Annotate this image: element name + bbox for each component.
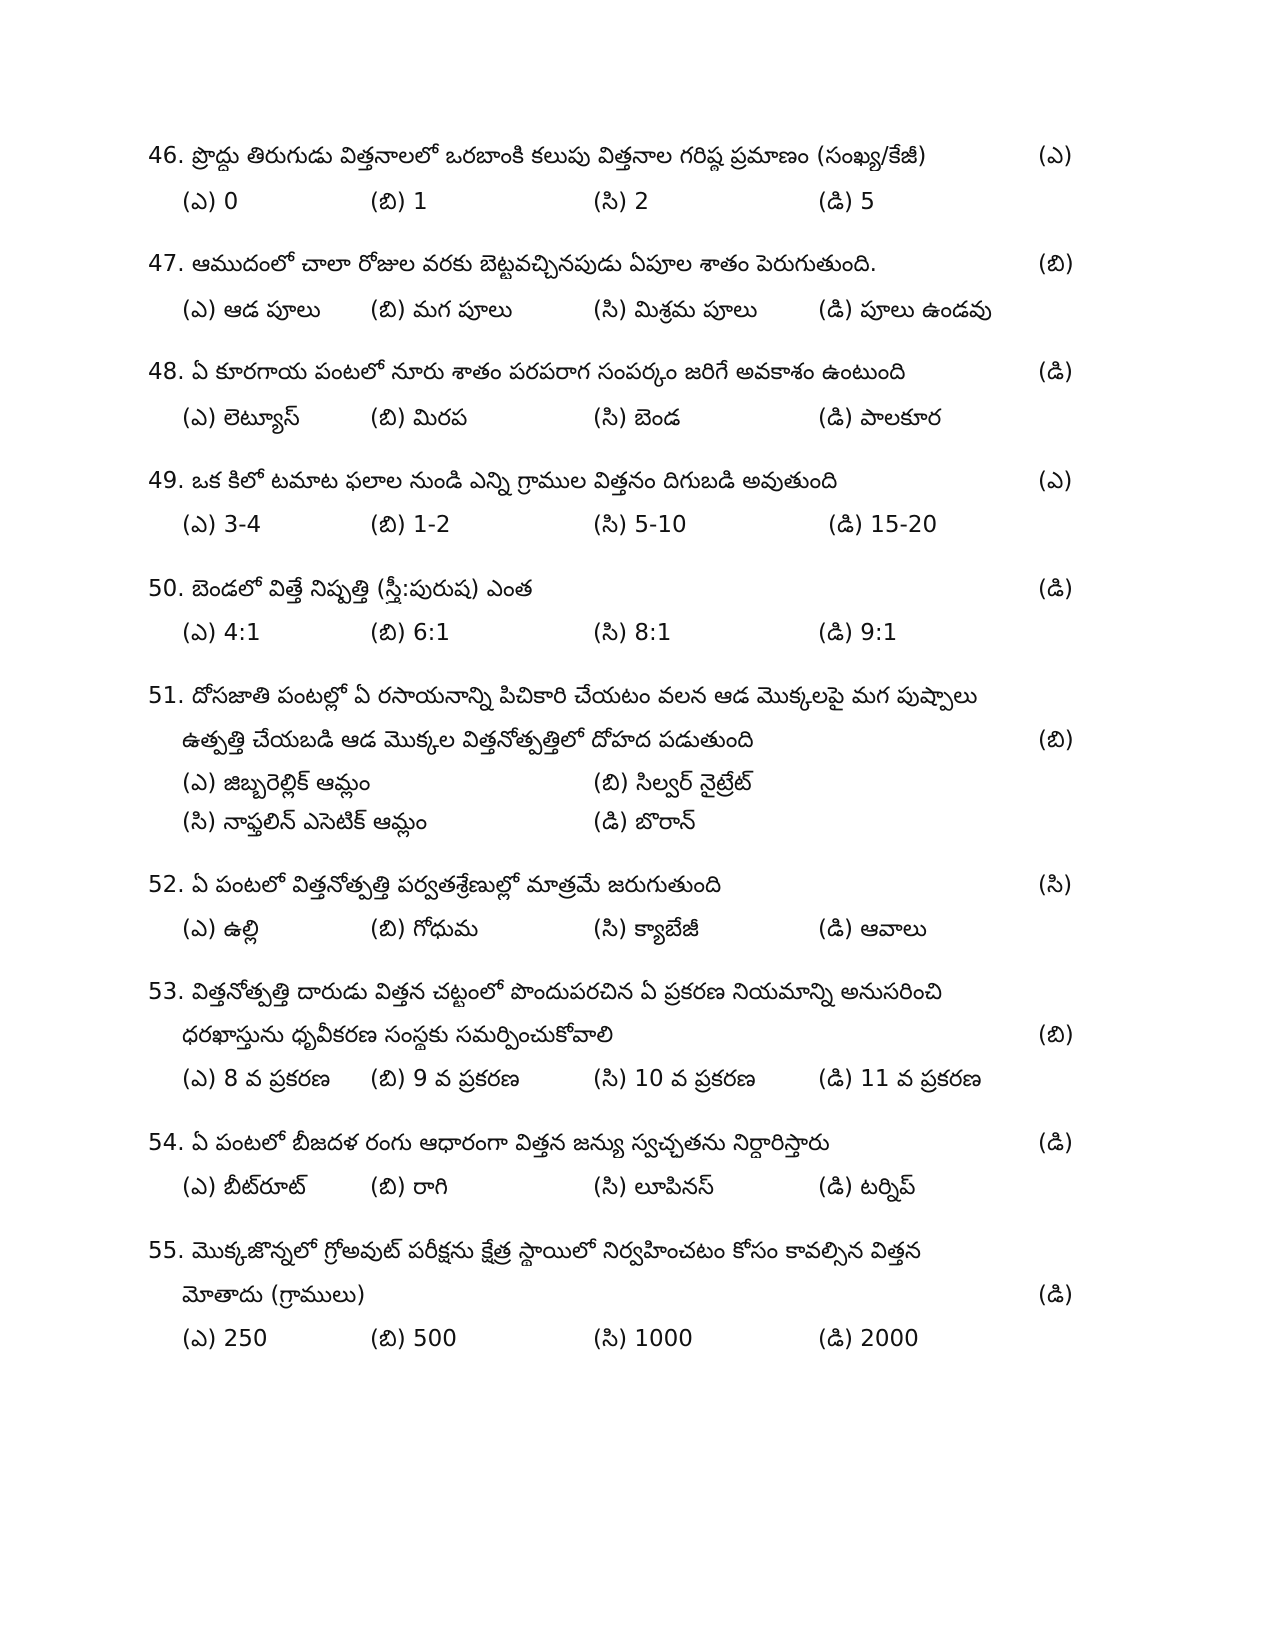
question-54-option-c: (సి) లూపినస్ xyxy=(593,1174,715,1200)
question-47-option-b: (బి) మగ పూలు xyxy=(370,297,513,323)
question-49-answer: (ఎ) xyxy=(1038,468,1073,494)
question-46-answer: (ఎ) xyxy=(1038,143,1073,169)
question-52-option-d: (డి) ఆవాలు xyxy=(818,916,928,942)
question-46-text: 46. ప్రొద్దు తిరుగుడు విత్తనాలలో ఒరబాంకి కలుపు విత్తనాల గరిష్ఠ ప్రమాణం (సంఖ్య/కేజీ) xyxy=(148,143,927,169)
question-54-option-a: (ఎ) బీట్‌రూట్ xyxy=(182,1174,306,1200)
question-52-option-c: (సి) క్యాబేజీ xyxy=(593,916,699,942)
question-50-answer: (డి) xyxy=(1038,576,1073,602)
question-49-option-b: (బి) 1-2 xyxy=(370,512,451,538)
question-51-text-line-2: ఉత్పత్తి చేయబడి ఆడ మొక్కల విత్తనోత్పత్తిలో దోహద పడుతుంది xyxy=(182,727,754,753)
question-54-option-d: (డి) టర్నిప్ xyxy=(818,1174,916,1200)
question-49-option-d: (డి) 15-20 xyxy=(828,512,938,538)
question-53-text-line-2: ధరఖాస్తును ధృవీకరణ సంస్థకు సమర్పించుకోవాలి xyxy=(182,1022,614,1048)
question-47-answer: (బి) xyxy=(1038,251,1074,277)
question-48-option-c: (సి) బెండ xyxy=(593,405,681,431)
question-53-option-c: (సి) 10 వ ప్రకరణ xyxy=(593,1066,756,1092)
question-54-option-b: (బి) రాగి xyxy=(370,1174,448,1200)
question-52-option-a: (ఎ) ఉల్లి xyxy=(182,916,259,942)
question-54-answer: (డి) xyxy=(1038,1130,1073,1156)
question-48-answer: (డి) xyxy=(1038,359,1073,385)
question-51-option-b: (బి) సిల్వర్ నైట్రేట్ xyxy=(593,770,752,796)
question-47-option-c: (సి) మిశ్రమ పూలు xyxy=(593,297,758,323)
question-50-option-c: (సి) 8:1 xyxy=(593,620,672,646)
question-47-text: 47. ఆముదంలో చాలా రోజుల వరకు బెట్టవచ్చినపుడు ఏపూల శాతం పెరుగుతుంది. xyxy=(148,251,877,277)
question-53-option-d: (డి) 11 వ ప్రకరణ xyxy=(818,1066,982,1092)
question-48-text: 48. ఏ కూరగాయ పంటలో నూరు శాతం పరపరాగ సంపర్కం జరిగే అవకాశం ఉంటుంది xyxy=(148,359,906,385)
question-51-text-line-1: 51. దోసజాతి పంటల్లో ఏ రసాయనాన్ని పిచికారి చేయటం వలన ఆడ మొక్కలపై మగ పుష్పాలు xyxy=(148,683,978,709)
question-55-text-line-1: 55. మొక్కజొన్నలో గ్రోఅవుట్ పరీక్షను క్షేత్ర స్థాయిలో నిర్వహించటం కోసం కావల్సిన విత్తన xyxy=(148,1238,922,1264)
question-51-option-c: (సి) నాఫ్తలిన్ ఎసెటిక్ ఆమ్లం xyxy=(182,809,428,835)
question-46-option-c: (సి) 2 xyxy=(593,189,650,215)
question-48-option-b: (బి) మిరప xyxy=(370,405,468,431)
question-47-option-a: (ఎ) ఆడ పూలు xyxy=(182,297,321,323)
question-49-option-c: (సి) 5-10 xyxy=(593,512,687,538)
question-46-option-d: (డి) 5 xyxy=(818,189,875,215)
question-50-option-a: (ఎ) 4:1 xyxy=(182,620,261,646)
question-49-text: 49. ఒక కిలో టమాట ఫలాల నుండి ఎన్ని గ్రాముల విత్తనం దిగుబడి అవుతుంది xyxy=(148,468,838,494)
question-55-option-a: (ఎ) 250 xyxy=(182,1326,268,1352)
question-54-text: 54. ఏ పంటలో బీజదళ రంగు ఆధారంగా విత్తన జన్యు స్వచ్ఛతను నిర్ధారిస్తారు xyxy=(148,1130,830,1156)
question-53-option-a: (ఎ) 8 వ ప్రకరణ xyxy=(182,1066,331,1092)
question-53-text-line-1: 53. విత్తనోత్పత్తి దారుడు విత్తన చట్టంలో పొందుపరచిన ఏ ప్రకరణ నియమాన్ని అనుసరించి xyxy=(148,979,943,1005)
question-55-text-line-2: మోతాదు (గ్రాములు) xyxy=(182,1282,366,1308)
question-49-option-a: (ఎ) 3-4 xyxy=(182,512,262,538)
question-50-text: 50. బెండలో విత్తే నిష్పత్తి (స్త్రీ:పురుష) ఎంత xyxy=(148,576,533,602)
question-48-option-a: (ఎ) లెట్యూస్ xyxy=(182,405,300,431)
question-47-option-d: (డి) పూలు ఉండవు xyxy=(818,297,992,323)
question-50-option-b: (బి) 6:1 xyxy=(370,620,451,646)
question-55-option-d: (డి) 2000 xyxy=(818,1326,919,1352)
question-53-answer: (బి) xyxy=(1038,1022,1074,1048)
question-52-option-b: (బి) గోధుమ xyxy=(370,916,479,942)
question-55-option-c: (సి) 1000 xyxy=(593,1326,693,1352)
question-53-option-b: (బి) 9 వ ప్రకరణ xyxy=(370,1066,520,1092)
question-52-text: 52. ఏ పంటలో విత్తనోత్పత్తి పర్వతశ్రేణుల్లో మాత్రమే జరుగుతుంది xyxy=(148,872,722,898)
question-55-option-b: (బి) 500 xyxy=(370,1326,457,1352)
question-51-option-d: (డి) బొరాన్ xyxy=(593,809,696,835)
question-48-option-d: (డి) పాలకూర xyxy=(818,405,942,431)
question-51-option-a: (ఎ) జిబ్బరెల్లిక్ ఆమ్లం xyxy=(182,770,371,796)
question-46-option-a: (ఎ) 0 xyxy=(182,189,239,215)
question-46-option-b: (బి) 1 xyxy=(370,189,428,215)
question-55-answer: (డి) xyxy=(1038,1282,1073,1308)
question-51-answer: (బి) xyxy=(1038,727,1074,753)
question-50-option-d: (డి) 9:1 xyxy=(818,620,898,646)
question-52-answer: (సి) xyxy=(1038,872,1073,898)
